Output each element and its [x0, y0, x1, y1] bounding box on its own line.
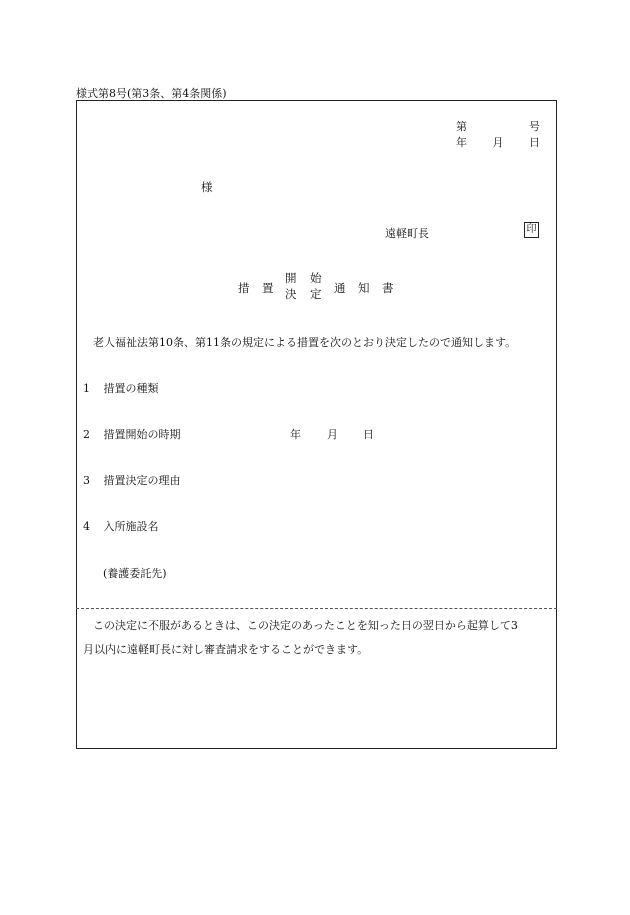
item-label: 措置開始の時期 [103, 428, 181, 441]
issuer-name: 遠軽町長 [385, 227, 429, 240]
item-number: 2 [83, 428, 90, 441]
addressee-suffix: 様 [201, 180, 213, 194]
item-2 [83, 426, 181, 442]
title-option-column-2 [310, 271, 322, 302]
item-label: 入所施設名 [103, 520, 159, 533]
item-label: 措置の種類 [103, 382, 159, 395]
appeal-notice-line-2: 月以内に遠軽町長に対し審査請求をすることができます。 [83, 643, 369, 656]
start-date-day: 日 [363, 428, 374, 441]
date-year: 年 [456, 136, 467, 149]
item-number: 3 [83, 474, 90, 487]
intro-text: 老人福祉法第10条、第11条の規定による措置を次のとおり決定したので通知します。 [93, 336, 517, 349]
title-option-bottom: 定 [310, 287, 322, 301]
appeal-notice-line-1: この決定に不服があるときは、この決定のあったことを知った日の翌日から起算して3 [93, 619, 518, 632]
item-label: 措置決定の理由 [103, 474, 181, 487]
item-number: 4 [83, 520, 90, 533]
title-char: 置 [262, 281, 274, 295]
item-number: 1 [83, 382, 90, 395]
date-month: 月 [492, 136, 504, 149]
title-char: 書 [382, 281, 394, 295]
item-1 [83, 380, 159, 396]
title-option-bottom: 決 [285, 287, 297, 301]
document-date-line [456, 134, 540, 150]
title-char: 知 [358, 281, 370, 295]
title-option-top: 開 [285, 271, 297, 285]
number-suffix: 号 [529, 120, 540, 133]
start-date-year: 年 [290, 428, 301, 441]
title-char: 措 [238, 281, 250, 295]
item-3 [83, 472, 181, 488]
start-date-month: 月 [327, 428, 338, 441]
title-char: 通 [334, 281, 346, 295]
title-option-column-1 [285, 271, 297, 302]
document-number-line [456, 118, 540, 134]
care-consignee-label: (養護委託先) [103, 567, 167, 580]
date-day: 日 [529, 136, 540, 149]
form-number-header: 様式第8号(第3条、第4条関係) [76, 87, 227, 100]
title-option-top: 始 [310, 271, 322, 285]
item-4 [83, 518, 159, 534]
number-prefix: 第 [456, 120, 467, 133]
dashed-divider [76, 608, 557, 609]
seal-mark: 印 [524, 222, 539, 238]
